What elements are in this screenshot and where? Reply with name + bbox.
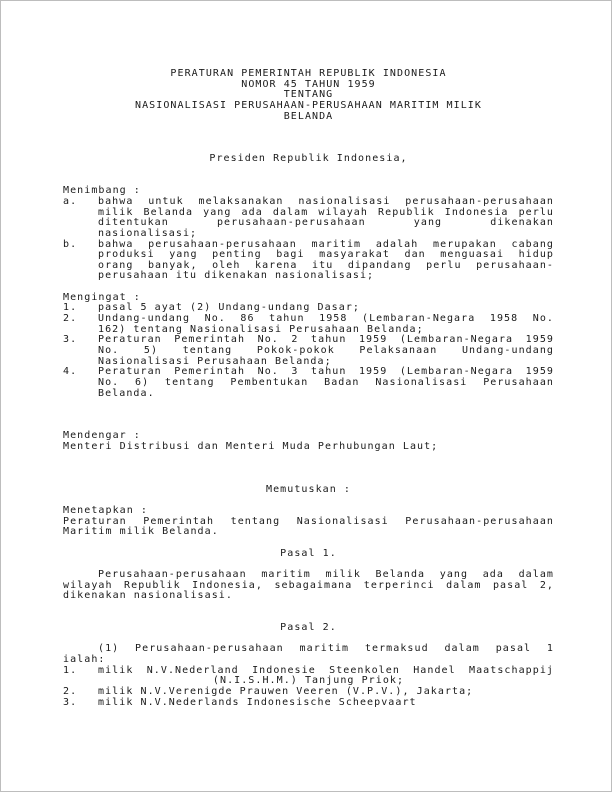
line-text: perusahaan itu dikenakan nasionalisasi;: [98, 270, 375, 282]
line-text: bahwa perusahaan-perusahaan maritim adalah merupakan cabang: [98, 238, 554, 250]
line-text: Maritim milik Belanda.: [63, 526, 219, 538]
document-line: [63, 229, 554, 240]
blank-line: [63, 410, 554, 421]
line-text: Menimbang :: [63, 185, 141, 197]
blank-line: [63, 602, 554, 613]
list-item-label: b.: [63, 238, 78, 250]
line-text: produksi yang penting bagi masyarakat dan menguasai hidup: [98, 249, 554, 261]
line-text: Presiden Republik Indonesia,: [209, 153, 408, 165]
document-line: [63, 623, 554, 634]
list-item-label: 1.: [63, 302, 78, 314]
list-item-label: 3.: [63, 334, 78, 346]
document-line: [63, 154, 554, 165]
blank-line: [63, 538, 554, 549]
document-line: [63, 644, 554, 655]
blank-line: [63, 122, 554, 133]
line-text: wilayah Republik Indonesia, sebagaimana terperinci dalam pasal 2,: [63, 579, 554, 591]
line-text: NOMOR 45 TAHUN 1959: [241, 78, 376, 90]
document-line: [63, 271, 554, 282]
line-text: Memutuskan :: [266, 483, 351, 495]
document-line: [63, 527, 554, 538]
line-text: Perusahaan-perusahaan maritim milik Belanda yang ada dalam: [98, 568, 554, 580]
line-text: Nasionalisasi Perusahaan Belanda;: [98, 355, 332, 367]
line-text: dikenakan nasionalisasi.: [63, 590, 233, 602]
document-line: [63, 197, 554, 208]
document-line: [63, 591, 554, 602]
line-text: Belanda.: [98, 387, 155, 399]
document-line: [63, 570, 554, 581]
line-text: Menteri Distribusi dan Menteri Muda Perhubungan Laut;: [63, 440, 439, 452]
line-text: Pasal 2.: [280, 622, 337, 634]
blank-line: [63, 453, 554, 464]
line-text: BELANDA: [283, 110, 334, 122]
line-text: Peraturan Pemerintah tentang Nasionalisasi Perusahaan-perusahaan: [63, 515, 554, 527]
document-line: [63, 549, 554, 560]
line-text: No. 6) tentang Pembentukan Badan Nasionalisasi Perusahaan: [98, 377, 554, 389]
blank-line: [63, 474, 554, 485]
blank-line: [63, 165, 554, 176]
line-text: TENTANG: [283, 89, 334, 101]
line-text: milik Belanda yang ada dalam wilayah Republik Indonesia perlu: [98, 206, 554, 218]
document-line: [63, 698, 554, 709]
list-item-label: 2.: [63, 313, 78, 325]
list-item-label: a.: [63, 195, 78, 207]
line-text: (N.I.S.H.M.) Tanjung Priok;: [212, 675, 405, 687]
line-text: Peraturan Pemerintah No. 2 tahun 1959 (Lembaran-Negara 1959: [98, 334, 554, 346]
line-text: (1) Perusahaan-perusahaan maritim termaksud dalam pasal 1: [98, 643, 554, 655]
list-item-label: 1.: [63, 664, 78, 676]
document-line: [63, 442, 554, 453]
line-text: Peraturan Pemerintah No. 3 tahun 1959 (Lembaran-Negara 1959: [98, 366, 554, 378]
line-text: bahwa untuk melaksanakan nasionalisasi perusahaan-perusahaan: [98, 195, 554, 207]
line-text: No. 5) tentang Pokok-pokok Pelaksanaan Undang-undang: [98, 345, 554, 357]
list-item-label: 4.: [63, 366, 78, 378]
line-text: Mendengar :: [63, 430, 141, 442]
line-text: 162) tentang Nasionalisasi Perusahaan Belanda;: [98, 323, 424, 335]
line-text: nasionalisasi;: [98, 227, 198, 239]
document-line: [63, 112, 554, 123]
document-line: [63, 485, 554, 496]
blank-line: [63, 463, 554, 474]
text-column: [63, 69, 554, 708]
line-text: Mengingat :: [63, 291, 141, 303]
line-text: milik N.V.Nederlands Indonesische Scheepvaart: [98, 696, 417, 708]
line-text: Pasal 1.: [280, 547, 337, 559]
document-line: [63, 389, 554, 400]
list-item-label: 3.: [63, 696, 78, 708]
line-text: orang banyak, oleh karena itu dipandang perlu perusahaan-: [98, 259, 554, 271]
line-text: Menetapkan :: [63, 504, 148, 516]
line-text: milik N.V.Verenigde Prauwen Veeren (V.P.V.), Jakarta;: [98, 686, 474, 698]
line-text: PERATURAN PEMERINTAH REPUBLIK INDONESIA: [170, 68, 447, 79]
line-text: NASIONALISASI PERUSAHAAN-PERUSAHAAN MARITIM MILIK: [135, 99, 482, 111]
line-text: ialah:: [63, 654, 106, 666]
document-line: [63, 506, 554, 517]
blank-line: [63, 133, 554, 144]
list-item-label: 2.: [63, 686, 78, 698]
line-text: Undang-undang No. 86 tahun 1958 (Lembaran-Negara 1958 No.: [98, 313, 554, 325]
blank-line: [63, 399, 554, 410]
line-text: milik N.V.Nederland Indonesie Steenkolen Handel Maatschappij: [98, 664, 554, 676]
line-text: ditentukan perusahaan-perusahaan yang dikenakan: [98, 217, 554, 229]
line-text: pasal 5 ayat (2) Undang-undang Dasar;: [98, 302, 360, 314]
